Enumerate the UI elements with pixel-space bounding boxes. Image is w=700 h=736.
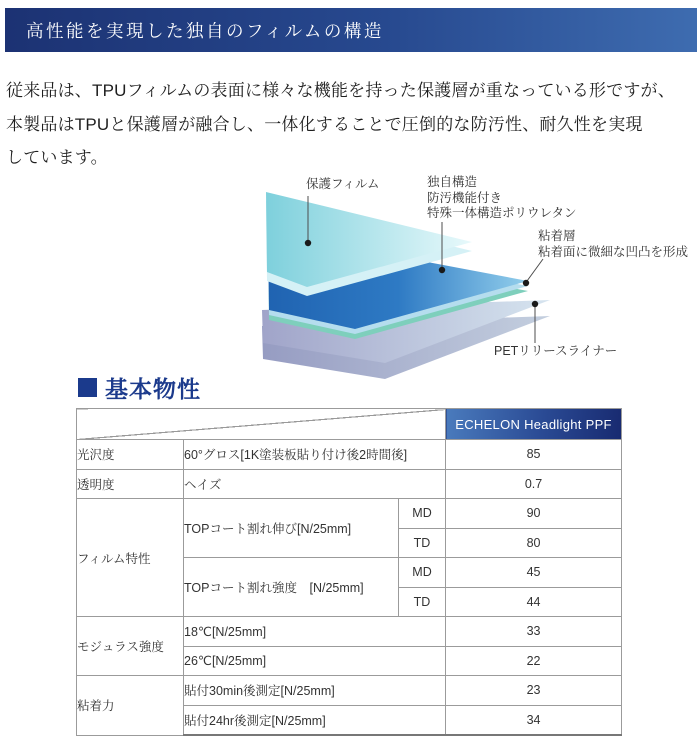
label-adhesive-layer-line: 粘着層	[538, 229, 576, 243]
row-category: フィルム特性	[77, 499, 184, 617]
row-value: 33	[446, 617, 622, 647]
row-test-item: 貼付24hr後測定[N/25mm]	[184, 705, 446, 735]
intro-line: しています。	[6, 148, 108, 167]
row-category: 粘着力	[77, 676, 184, 736]
row-test-item: TOPコート割れ強度 [N/25mm]	[184, 558, 399, 617]
row-value: 44	[446, 587, 622, 617]
table-row	[77, 617, 622, 647]
row-test-item: ヘイズ	[184, 469, 446, 499]
label-unique-structure-line: 独自構造	[427, 175, 478, 189]
label-adhesive-layer-line: 粘着面に微細な凹凸を形成	[538, 244, 689, 259]
basic-properties-table	[76, 408, 622, 736]
row-value: 45	[446, 558, 622, 588]
diagonal-blank-cell	[77, 409, 446, 440]
table-row	[77, 440, 622, 470]
table-header-row	[77, 409, 622, 440]
row-value: 90	[446, 499, 622, 529]
row-category: モジュラス強度	[77, 617, 184, 676]
label-unique-structure-line: 特殊一体構造ポリウレタン	[427, 206, 577, 220]
row-test-item: 貼付30min後測定[N/25mm]	[184, 676, 446, 706]
table-row	[77, 469, 622, 499]
direction-cell: MD	[399, 558, 446, 588]
row-value: 80	[446, 528, 622, 558]
label-adhesive-layer	[538, 229, 688, 260]
row-test-item: 60°グロス[1K塗装板貼り付け後2時間後]	[184, 440, 446, 470]
row-value: 85	[446, 440, 622, 470]
row-test-item: TOPコート割れ伸び[N/25mm]	[184, 499, 399, 558]
direction-cell: TD	[399, 528, 446, 558]
row-value: 0.7	[446, 469, 622, 499]
direction-cell: MD	[399, 499, 446, 529]
table-row	[77, 676, 622, 706]
intro-line: 本製品はTPUと保護層が融合し、一体化することで圧倒的な防汚性、耐久性を実現	[6, 114, 643, 134]
row-value: 34	[446, 705, 622, 735]
section-bullet-square-icon	[78, 378, 97, 397]
film-structure-diagram	[230, 170, 690, 385]
product-column-header: ECHELON Headlight PPF	[446, 409, 622, 440]
header-bar	[5, 8, 697, 52]
label-pet-liner: PETリリースライナー	[494, 344, 618, 358]
label-protective-film: 保護フィルム	[306, 177, 380, 191]
label-unique-structure	[427, 175, 577, 222]
intro-paragraph	[6, 74, 690, 175]
label-unique-structure-line: 防汚機能付き	[427, 190, 503, 205]
table-row	[77, 499, 622, 529]
intro-line: 従来品は、TPUフィルムの表面に様々な機能を持った保護層が重なっている形ですが、	[6, 81, 675, 100]
row-value: 22	[446, 646, 622, 676]
direction-cell: TD	[399, 587, 446, 617]
row-test-item: 26℃[N/25mm]	[184, 646, 446, 676]
section-title: 基本物性	[105, 376, 201, 402]
section-heading	[78, 371, 201, 404]
row-category: 光沢度	[77, 440, 184, 470]
page-title: 高性能を実現した独自のフィルムの構造	[26, 21, 384, 42]
row-value: 23	[446, 676, 622, 706]
row-category: 透明度	[77, 469, 184, 499]
row-test-item: 18℃[N/25mm]	[184, 617, 446, 647]
